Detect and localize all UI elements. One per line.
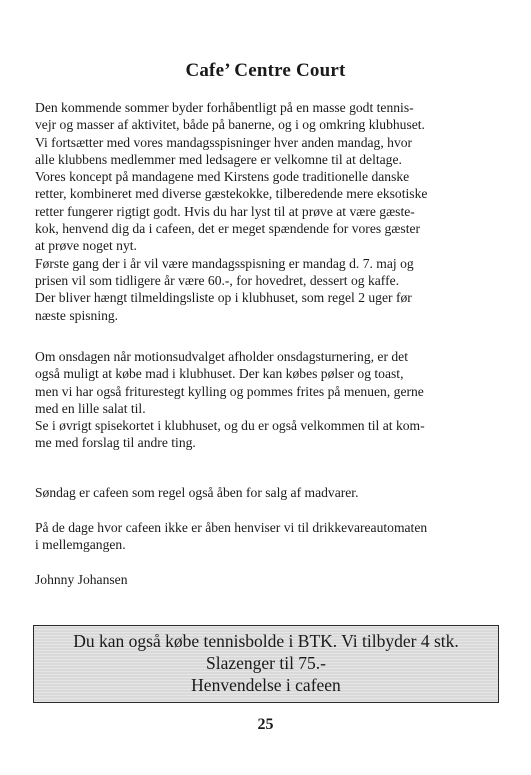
text-line: vejr og masser af aktivitet, både på banerne, og i og omkring klubhuset. xyxy=(35,117,425,133)
text-line: næste spisning. xyxy=(35,307,119,323)
page-number: 25 xyxy=(257,716,274,733)
text-line: Søndag er cafeen som regel også åben for salg af madvarer. xyxy=(35,485,359,500)
text-line: alle klubbens medlemmer med ledsagere er velkomne til at deltage. xyxy=(35,151,402,167)
text-line: Om onsdagen når motionsudvalget afholder onsdagsturnering, er det xyxy=(35,349,408,364)
text-line: På de dage hvor cafeen ikke er åben henviser vi til drikkevareautomaten xyxy=(35,520,428,535)
text-line: retter fungerer rigtigt godt. Hvis du har lyst til at prøve at være gæste- xyxy=(35,203,415,219)
text-line: at prøve noget nyt. xyxy=(35,238,137,254)
paragraph-sunday xyxy=(35,484,505,501)
ad-line: Du kan også købe tennisbolde i BTK. Vi tilbyder 4 stk. xyxy=(73,631,459,651)
text-line: også muligt at købe mad i klubhuset. Der kan købes pølser og toast, xyxy=(35,366,404,382)
ad-line: Slazenger til 75.- xyxy=(205,653,327,673)
text-line: Se i øvrigt spisekortet i klubhuset, og du er også velkommen til at kom- xyxy=(35,418,425,434)
text-line: kok, henvend dig da i cafeen, det er meget spændende for vores gæster xyxy=(35,221,421,237)
text-line: retter, kombineret med diverse gæstekokke, tilberedende mere eksotiske xyxy=(35,186,428,202)
text-line: Der bliver hængt tilmeldingsliste op i klubhuset, som regel 2 uger før xyxy=(35,290,412,306)
text-line: med en lille salat til. xyxy=(35,400,146,416)
paragraph-wednesday-food xyxy=(35,348,505,452)
text-line: me med forslag til andre ting. xyxy=(35,435,196,451)
signature-text: Johnny Johansen xyxy=(35,572,128,587)
text-line: i mellemgangen. xyxy=(35,537,126,553)
text-line: Vi fortsætter med vores mandagsspisninger hver anden mandag, hvor xyxy=(35,134,413,150)
text-line: Første gang der i år vil være mandagsspisning er mandag d. 7. maj og xyxy=(35,255,414,271)
tennis-ball-ad-box xyxy=(33,625,499,703)
page-title: Cafe’ Centre Court xyxy=(185,60,346,81)
text-line: Vores koncept på mandagene med Kirstens gode traditionelle danske xyxy=(35,169,410,185)
paragraph-monday-dinners xyxy=(35,99,505,324)
author-signature xyxy=(35,571,505,588)
text-line: Den kommende sommer byder forhåbentligt på en masse godt tennis- xyxy=(35,100,414,115)
text-line: prisen vil som tidligere år være 60.-, for hovedret, dessert og kaffe. xyxy=(35,272,400,288)
ad-line: Henvendelse i cafeen xyxy=(191,675,341,695)
paragraph-vending-machine xyxy=(35,519,505,554)
text-line: men vi har også friturestegt kylling og pommes frites på menuen, gerne xyxy=(35,383,424,399)
